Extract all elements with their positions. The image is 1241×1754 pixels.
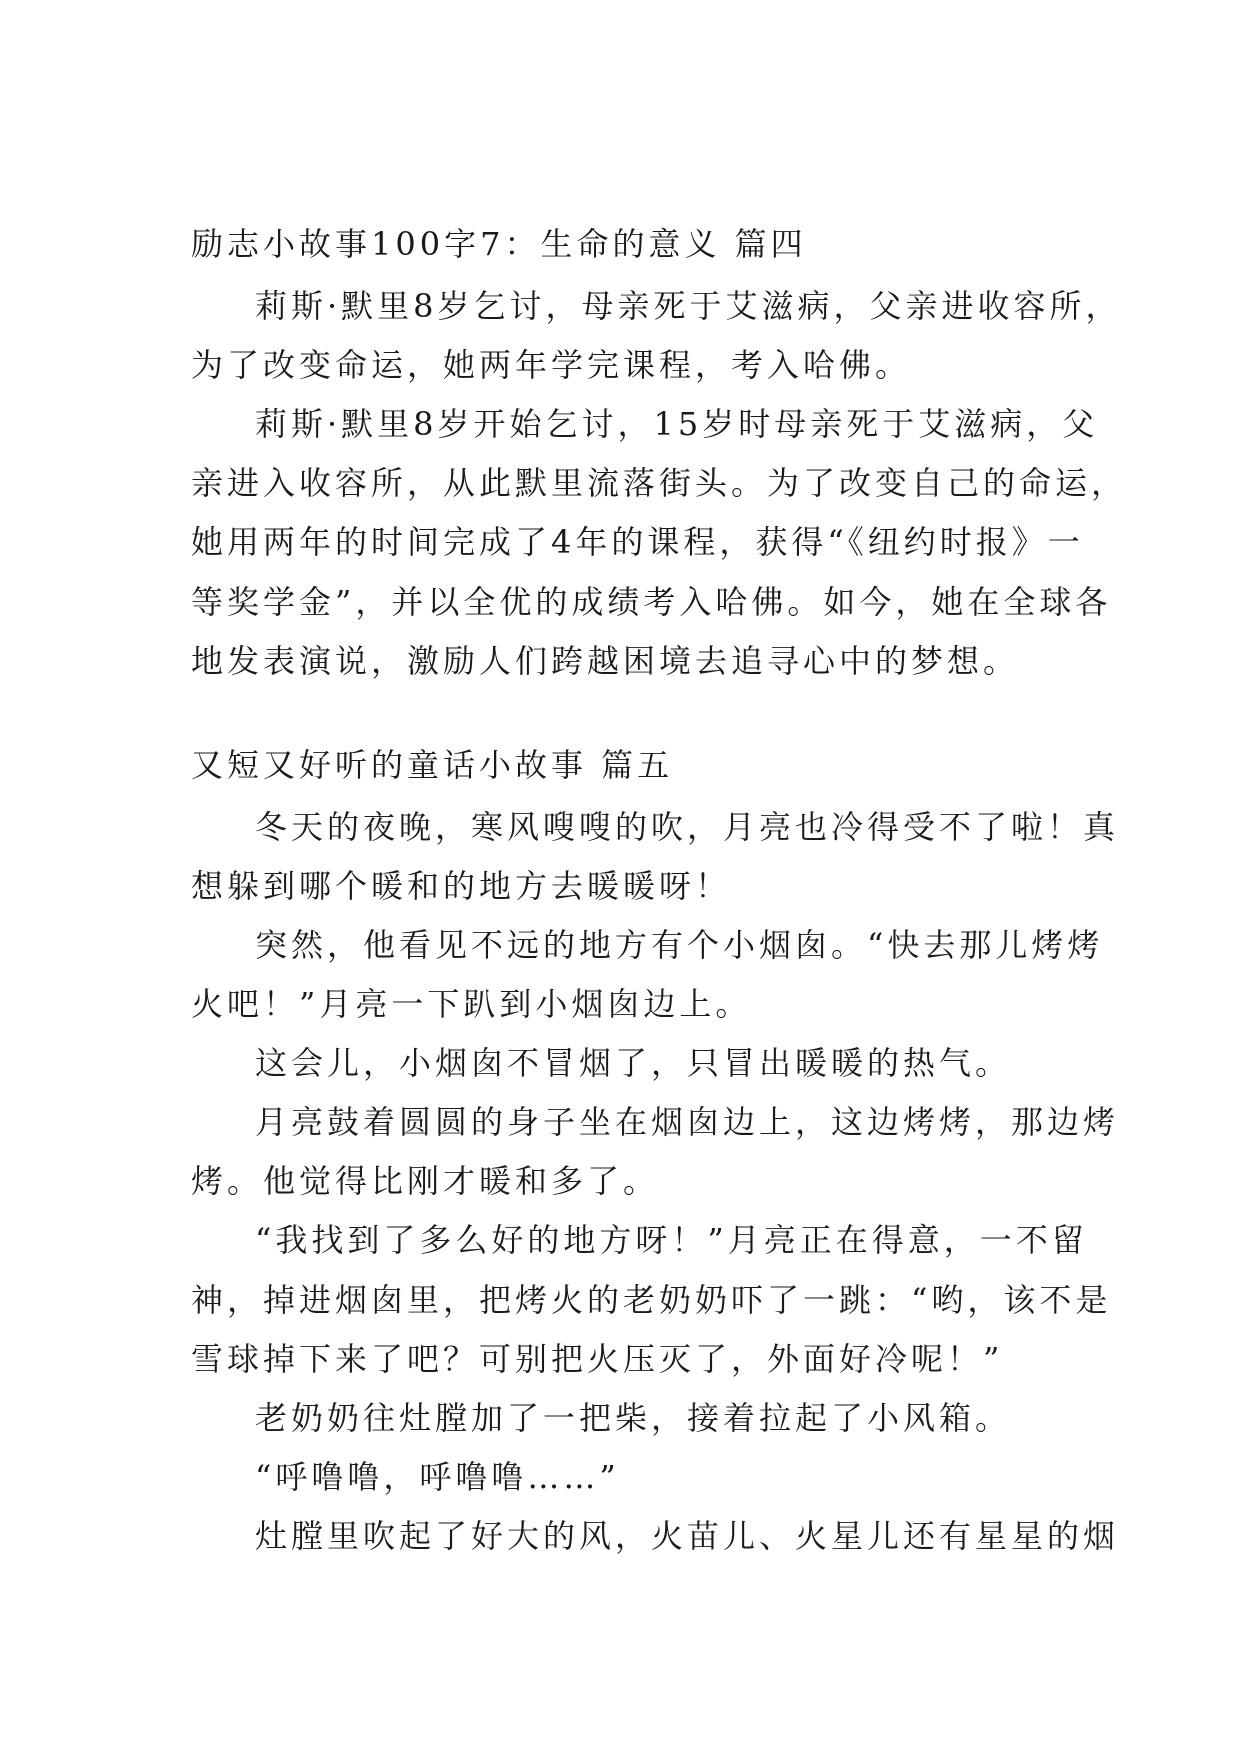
paragraph-line: 莉斯·默里8岁乞讨，母亲死于艾滋病，父亲进收容所， [255, 287, 1122, 325]
paragraph-line: 为了改变命运，她两年学完课程，考入哈佛。 [191, 346, 912, 384]
paragraph-line: 她用两年的时间完成了4年的课程，获得“《纽约时报》一 [191, 523, 1084, 561]
paragraph-line: 雪球掉下来了吧？可别把火压灭了，外面好冷呢！” [191, 1340, 1004, 1378]
paragraph-line: 这会儿，小烟囱不冒烟了，只冒出暖暖的热气。 [255, 1044, 1012, 1082]
section-heading-4: 励志小故事100字7：生命的意义 篇四 [191, 225, 807, 263]
paragraph-line: 老奶奶往灶膛加了一把柴，接着拉起了小风箱。 [255, 1399, 1012, 1437]
paragraph-line: 等奖学金”，并以全优的成绩考入哈佛。如今，她在全球各 [191, 583, 1112, 621]
paragraph-line: 火吧！”月亮一下趴到小烟囱边上。 [191, 985, 752, 1023]
paragraph-line: 莉斯·默里8岁开始乞讨，15岁时母亲死于艾滋病，父 [255, 405, 1099, 443]
paragraph-line: 神，掉进烟囱里，把烤火的老奶奶吓了一跳：“哟，该不是 [191, 1281, 1112, 1319]
paragraph-line: 烤。他觉得比刚才暖和多了。 [191, 1162, 660, 1200]
paragraph-line: 地发表演说，激励人们跨越困境去追寻心中的梦想。 [191, 642, 1020, 680]
paragraph-line: 灶膛里吹起了好大的风，火苗儿、火星儿还有星星的烟 [255, 1517, 1120, 1555]
paragraph-line: “我找到了多么好的地方呀！”月亮正在得意，一不留 [255, 1221, 1088, 1259]
paragraph-line: 想躲到哪个暖和的地方去暖暖呀！ [191, 867, 732, 905]
paragraph-line: “呼噜噜，呼噜噜……” [255, 1458, 620, 1496]
section-heading-5: 又短又好听的童话小故事 篇五 [191, 746, 674, 784]
paragraph-line: 亲进入收容所，从此默里流落街头。为了改变自己的命运， [191, 464, 1128, 502]
paragraph-line: 突然，他看见不远的地方有个小烟囱。“快去那儿烤烤 [255, 926, 1104, 964]
paragraph-line: 冬天的夜晚，寒风嗖嗖的吹，月亮也冷得受不了啦！真 [255, 808, 1120, 846]
paragraph-line: 月亮鼓着圆圆的身子坐在烟囱边上，这边烤烤，那边烤 [255, 1103, 1120, 1141]
